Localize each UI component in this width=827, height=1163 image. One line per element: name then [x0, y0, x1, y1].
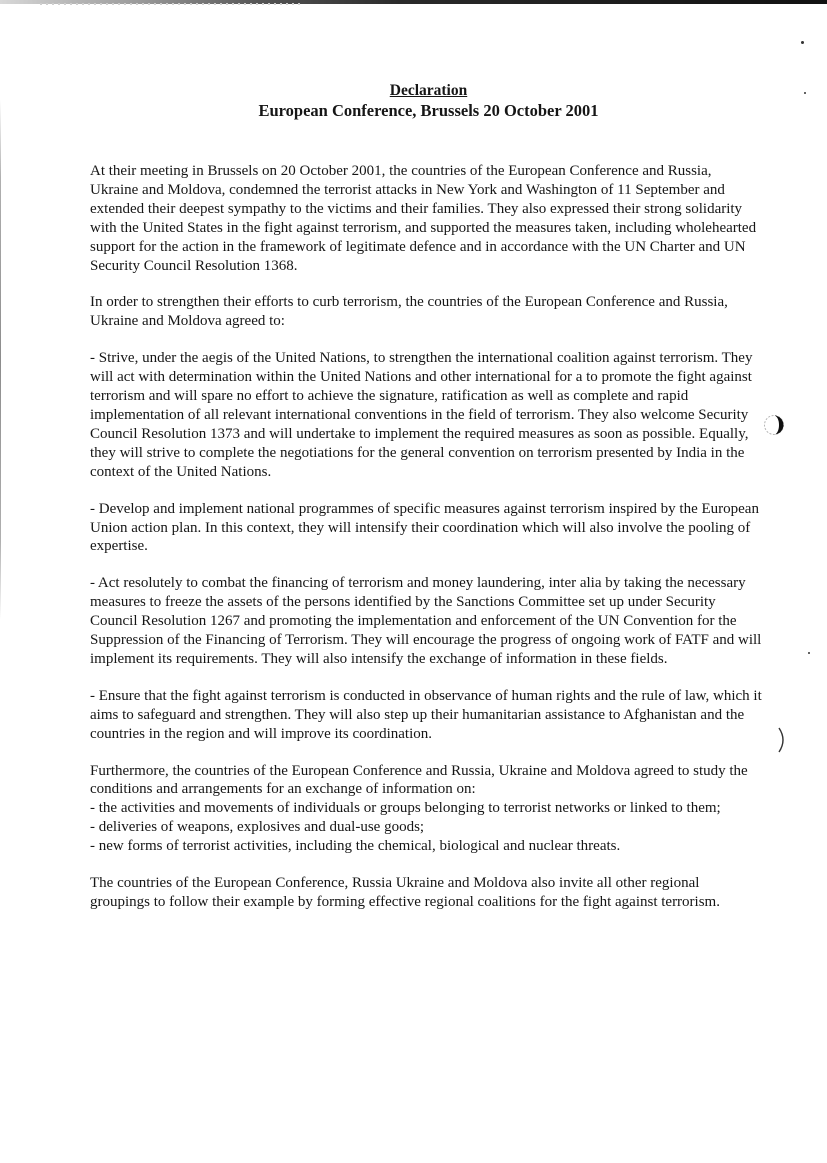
scan-left-border — [0, 100, 1, 620]
paragraph-un-coalition: - Strive, under the aegis of the United Nations, to strengthen the international coalition against terrorism. They will act with determination within the United Nations and other international for a to promote the fight against terrorism and will spare no effort to achieve the signature, ratification as well as complete and rapid implementation of all relevant international conventions in the field of terrorism. They also welcome Security Council Resolution 1373 and will undertake to implement the required measures as soon as possible. Equally, they will strive to complete the negotiations for the general convention on terrorism presented by India in the context of the United Nations. — [90, 350, 753, 480]
information-exchange-intro: Furthermore, the countries of the European Conference and Russia, Ukraine and Moldova agreed to study the conditions and arrangements for an exchange of information on: — [90, 762, 748, 798]
bracket-mark — [776, 726, 790, 754]
list-item: - new forms of terrorist activities, including the chemical, biological and nuclear threats. — [90, 838, 621, 855]
document-heading — [0, 81, 827, 121]
list-item: - deliveries of weapons, explosives and dual-use goods; — [90, 819, 425, 836]
scan-dot — [808, 652, 810, 654]
document-subtitle: European Conference, Brussels 20 October 2001 — [258, 101, 599, 120]
paragraph-closing: The countries of the European Conference, Russia Ukraine and Moldova also invite all other regional groupings to follow their example by forming effective regional coalitions for the fight against terrorism. — [90, 875, 720, 910]
paragraph-national-programmes: - Develop and implement national programmes of specific measures against terrorism inspired by the European Union action plan. In this context, they will intensify their coordination which will also involve the pooling of expertise. — [90, 500, 759, 555]
document-title: Declaration — [389, 82, 468, 99]
document-body — [90, 162, 762, 930]
paragraph-condemnation: At their meeting in Brussels on 20 October 2001, the countries of the European Conference and Russia, Ukraine and Moldova, condemned the terrorist attacks in New York and Washington of 11 September and extended their deepest sympathy to the victims and their families. They also expressed their strong solidarity with the United States in the fight against terrorism, and supported the measures taken, including wholehearted support for the action in the framework of legitimate defence and in accordance with the UN Charter and UN Security Council Resolution 1368. — [90, 163, 757, 274]
scan-dot — [801, 41, 804, 44]
paragraph-human-rights: - Ensure that the fight against terrorism is conducted in observance of human rights and the rule of law, which it aims to safeguard and strengthen. They will also step up their humanitarian assistance to Afghanistan and the countries in the region and will improve its coordination. — [90, 687, 762, 742]
information-exchange-section — [90, 762, 762, 857]
scan-top-speckle — [40, 3, 300, 5]
list-item: - the activities and movements of individuals or groups belonging to terrorist networks or linked to them; — [90, 800, 721, 817]
paragraph-agreement-intro: In order to strengthen their efforts to curb terrorism, the countries of the European Conference and Russia, Ukraine and Moldova agreed to: — [90, 294, 728, 330]
paragraph-financing: - Act resolutely to combat the financing of terrorism and money laundering, inter alia by taking the necessary measures to freeze the assets of the persons identified by the Sanctions Committee set up under Security Council Resolution 1267 and promoting the implementation and enforcement of the UN Convention for the Suppression of the Financing of Terrorism. They will encourage the progress of ongoing work of FATF and will implement its requirements. They will also intensify the exchange of information in these fields. — [90, 575, 762, 667]
punch-hole-mark — [762, 413, 786, 437]
